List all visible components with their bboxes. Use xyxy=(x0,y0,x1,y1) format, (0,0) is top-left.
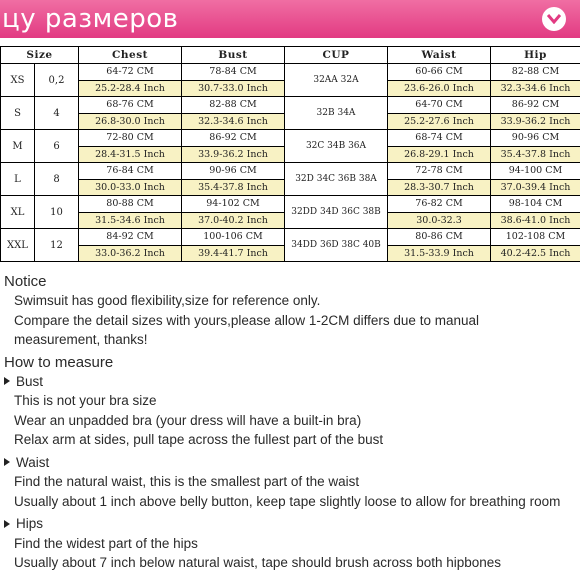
notice-line: measurement, thanks! xyxy=(14,332,148,347)
size-number: 10 xyxy=(35,196,79,229)
hip-cm: 98-104 CM xyxy=(491,196,580,213)
notes-section xyxy=(0,272,580,573)
chest-cm: 72-80 CM xyxy=(79,130,182,147)
chest-cm: 68-76 CM xyxy=(79,97,182,114)
bust-line: Relax arm at sides, pull tape across the fullest part of the bust xyxy=(14,432,384,447)
cup-sizes: 32AA 32A xyxy=(285,64,388,97)
waist-title: Waist xyxy=(16,454,50,470)
size-chart-table xyxy=(0,46,580,262)
waist-cm: 60-66 CM xyxy=(388,64,491,81)
chest-inch: 25.2-28.4 Inch xyxy=(79,80,182,97)
hips-line: Usually about 7 inch below natural waist, tape should brush across both hipbones xyxy=(14,555,502,570)
cup-sizes: 32B 34A xyxy=(285,97,388,130)
chest-cm: 64-72 CM xyxy=(79,64,182,81)
size-number: 0,2 xyxy=(35,64,79,97)
bullet-triangle-icon xyxy=(4,377,10,385)
hips-title: Hips xyxy=(16,516,44,531)
header-cup: CUP xyxy=(285,47,388,64)
size-number: 8 xyxy=(35,163,79,196)
notice-heading: Notice xyxy=(4,273,47,290)
bust-title: Bust xyxy=(16,373,44,389)
hip-cm: 94-100 CM xyxy=(491,163,580,180)
chest-cm: 84-92 CM xyxy=(79,229,182,246)
size-label: XS xyxy=(1,64,35,97)
header-waist: Waist xyxy=(388,47,491,64)
size-label: L xyxy=(1,163,35,196)
bust-line: This is not your bra size xyxy=(14,393,157,408)
header-bust: Bust xyxy=(182,47,285,64)
table-row xyxy=(1,97,580,114)
hip-cm: 82-88 CM xyxy=(491,64,580,81)
waist-inch: 23.6-26.0 Inch xyxy=(388,80,491,97)
header-hip: Hip xyxy=(491,47,580,64)
notice-line: Swimsuit has good flexibility,size for reference only. xyxy=(14,293,321,308)
cup-sizes: 32C 34B 36A xyxy=(285,130,388,163)
hip-inch: 35.4-37.8 Inch xyxy=(491,146,580,163)
waist-cm: 64-70 CM xyxy=(388,97,491,114)
cup-sizes: 32D 34C 36B 38A xyxy=(285,163,388,196)
hip-inch: 32.3-34.6 Inch xyxy=(491,80,580,97)
cup-sizes: 32DD 34D 36C 38B xyxy=(285,196,388,229)
bust-cm: 78-84 CM xyxy=(182,64,285,81)
chevron-down-circle-icon[interactable] xyxy=(542,7,566,31)
waist-cm: 76-82 CM xyxy=(388,196,491,213)
bust-section-title xyxy=(0,372,580,392)
size-number: 4 xyxy=(35,97,79,130)
hip-inch: 38.6-41.0 Inch xyxy=(491,212,580,229)
bust-line: Wear an unpadded bra (your dress will have a built-in bra) xyxy=(14,412,362,428)
notice-line: Compare the detail sizes with yours,please allow 1-2CM differs due to manual xyxy=(14,312,479,328)
bust-inch: 30.7-33.0 Inch xyxy=(182,80,285,97)
bust-cm: 94-102 CM xyxy=(182,196,285,213)
page-title: цу размеров xyxy=(2,4,179,34)
bust-inch: 37.0-40.2 Inch xyxy=(182,212,285,229)
hip-cm: 90-96 CM xyxy=(491,130,580,147)
size-label: XL xyxy=(1,196,35,229)
header-banner xyxy=(0,0,580,38)
bullet-triangle-icon xyxy=(4,520,10,528)
waist-inch: 30.0-32.3 xyxy=(388,212,491,229)
size-number: 12 xyxy=(35,229,79,262)
waist-cm: 80-86 CM xyxy=(388,229,491,246)
bullet-triangle-icon xyxy=(4,458,10,466)
bust-inch: 39.4-41.7 Inch xyxy=(182,245,285,262)
header-chest: Chest xyxy=(79,47,182,64)
hip-cm: 86-92 CM xyxy=(491,97,580,114)
cup-sizes: 34DD 36D 38C 40B xyxy=(285,229,388,262)
table-row xyxy=(1,229,580,246)
waist-cm: 72-78 CM xyxy=(388,163,491,180)
size-label: S xyxy=(1,97,35,130)
chest-inch: 30.0-33.0 Inch xyxy=(79,179,182,196)
chest-inch: 31.5-34.6 Inch xyxy=(79,212,182,229)
table-header-row xyxy=(1,47,580,64)
chest-cm: 76-84 CM xyxy=(79,163,182,180)
chest-inch: 28.4-31.5 Inch xyxy=(79,146,182,163)
table-row xyxy=(1,196,580,213)
bust-cm: 100-106 CM xyxy=(182,229,285,246)
chest-inch: 33.0-36.2 Inch xyxy=(79,245,182,262)
waist-inch: 28.3-30.7 Inch xyxy=(388,179,491,196)
hip-cm: 102-108 CM xyxy=(491,229,580,246)
table-row xyxy=(1,130,580,147)
waist-section-title xyxy=(0,453,580,473)
bust-inch: 35.4-37.8 Inch xyxy=(182,179,285,196)
table-row xyxy=(1,163,580,180)
bust-cm: 90-96 CM xyxy=(182,163,285,180)
how-to-measure-heading: How to measure xyxy=(4,353,114,371)
waist-inch: 31.5-33.9 Inch xyxy=(388,245,491,262)
bust-inch: 32.3-34.6 Inch xyxy=(182,113,285,130)
waist-inch: 25.2-27.6 Inch xyxy=(388,113,491,130)
size-label: XXL xyxy=(1,229,35,262)
bust-cm: 86-92 CM xyxy=(182,130,285,147)
size-number: 6 xyxy=(35,130,79,163)
waist-cm: 68-74 CM xyxy=(388,130,491,147)
waist-inch: 26.8-29.1 Inch xyxy=(388,146,491,163)
hip-inch: 40.2-42.5 Inch xyxy=(491,245,580,262)
table-row xyxy=(1,64,580,81)
hips-section-title xyxy=(0,514,580,534)
hip-inch: 33.9-36.2 Inch xyxy=(491,113,580,130)
bust-inch: 33.9-36.2 Inch xyxy=(182,146,285,163)
bust-cm: 82-88 CM xyxy=(182,97,285,114)
hip-inch: 37.0-39.4 Inch xyxy=(491,179,580,196)
waist-line: Usually about 1 inch above belly button, keep tape slightly loose to allow for breathing room xyxy=(14,493,561,509)
chest-cm: 80-88 CM xyxy=(79,196,182,213)
chest-inch: 26.8-30.0 Inch xyxy=(79,113,182,130)
hips-line: Find the widest part of the hips xyxy=(14,535,198,551)
waist-line: Find the natural waist, this is the smallest part of the waist xyxy=(14,474,360,489)
size-label: M xyxy=(1,130,35,163)
header-size: Size xyxy=(1,47,79,64)
